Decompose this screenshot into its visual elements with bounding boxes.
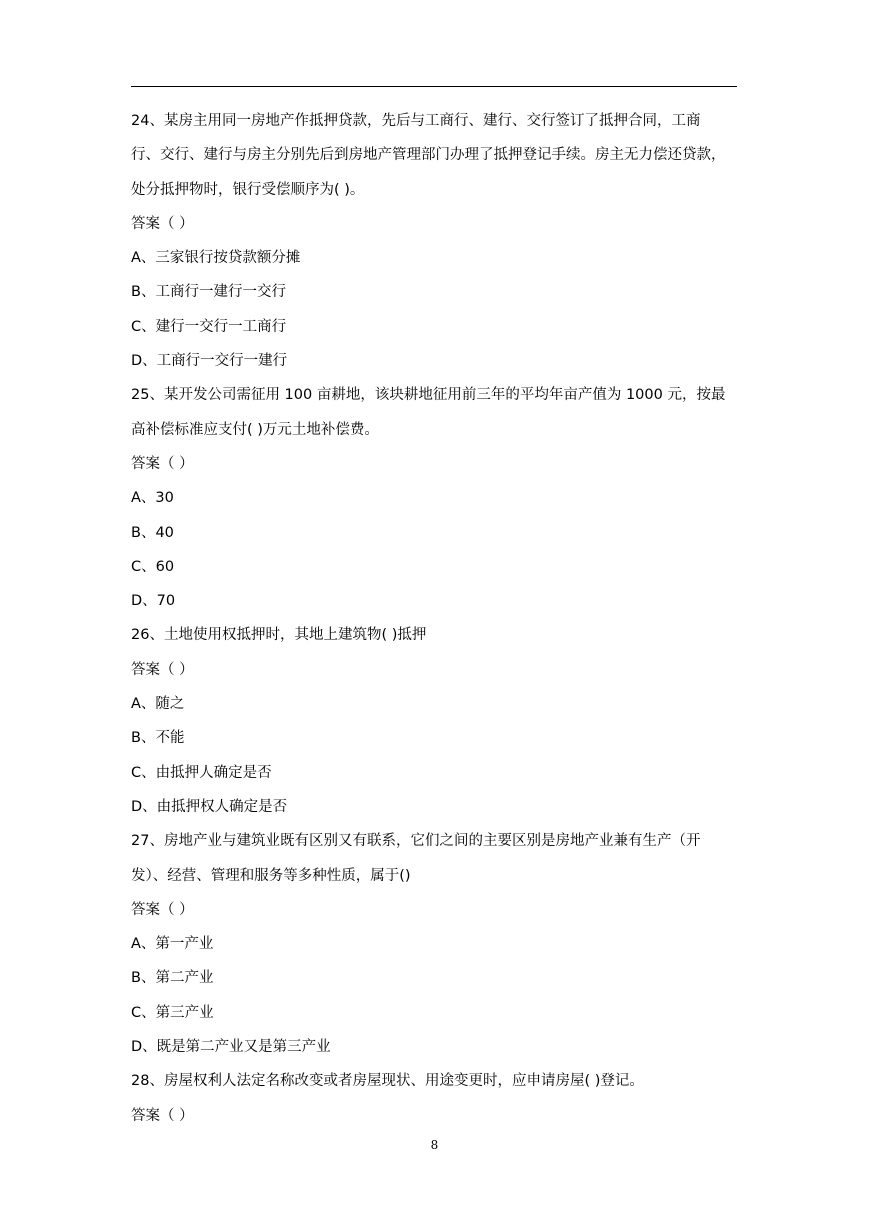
question-28-answer: 答案（ ） [131, 1107, 194, 1124]
question-25-option-b: B、40 [131, 524, 174, 541]
question-26-option-d: D、由抵押权人确定是否 [131, 798, 288, 815]
question-27-option-b: B、第二产业 [131, 970, 214, 987]
question-26-stem-line-1: 26、土地使用权抵押时，其地上建筑物( )抵押 [131, 627, 427, 644]
question-26-answer: 答案（ ） [131, 661, 194, 678]
question-27-stem-line-1: 27、房地产业与建筑业既有区别又有联系，它们之间的主要区别是房地产业兼有生产（开 [131, 833, 701, 850]
question-26 [131, 618, 741, 824]
question-24-option-d: D、工商行一交行一建行 [131, 353, 288, 370]
page-content [131, 104, 741, 1133]
question-24 [131, 104, 741, 378]
question-26-option-c: C、由抵押人确定是否 [131, 764, 272, 781]
question-26-option-b: B、不能 [131, 730, 185, 747]
question-27-answer: 答案（ ） [131, 901, 194, 918]
question-24-answer: 答案（ ） [131, 215, 194, 232]
question-24-stem-line-3: 处分抵押物时，银行受偿顺序为( )。 [131, 181, 365, 198]
header-rule [131, 86, 737, 87]
question-27 [131, 824, 741, 1064]
question-26-option-a: A、随之 [131, 696, 185, 713]
question-27-option-c: C、第三产业 [131, 1004, 214, 1021]
question-25-option-a: A、30 [131, 490, 174, 507]
question-24-option-a: A、三家银行按贷款额分摊 [131, 250, 301, 267]
question-24-option-c: C、建行一交行一工商行 [131, 318, 287, 335]
question-25-stem-line-1: 25、某开发公司需征用 100 亩耕地，该块耕地征用前三年的平均年亩产值为 1000 元，按最 [131, 387, 726, 404]
question-27-option-d: D、既是第二产业又是第三产业 [131, 1039, 331, 1056]
question-25 [131, 378, 741, 618]
question-25-option-d: D、70 [131, 593, 176, 610]
question-24-stem-line-2: 行、交行、建行与房主分别先后到房地产管理部门办理了抵押登记手续。房主无力偿还贷款， [131, 147, 726, 164]
question-25-option-c: C、60 [131, 558, 175, 575]
question-24-stem-line-1: 24、某房主用同一房地产作抵押贷款，先后与工商行、建行、交行签订了抵押合同，工商 [131, 113, 701, 129]
question-27-option-a: A、第一产业 [131, 936, 214, 953]
question-25-stem-line-2: 高补偿标准应支付( )万元土地补偿费。 [131, 421, 379, 438]
question-24-option-b: B、工商行一建行一交行 [131, 284, 286, 301]
question-28-stem-line-1: 28、房屋权利人法定名称改变或者房屋现状、用途变更时，应申请房屋( )登记。 [131, 1073, 644, 1090]
question-27-stem-line-2: 发）、经营、管理和服务等多种性质，属于() [131, 867, 411, 884]
page-number: 8 [430, 1138, 439, 1152]
question-25-answer: 答案（ ） [131, 455, 194, 472]
question-28 [131, 1064, 741, 1133]
